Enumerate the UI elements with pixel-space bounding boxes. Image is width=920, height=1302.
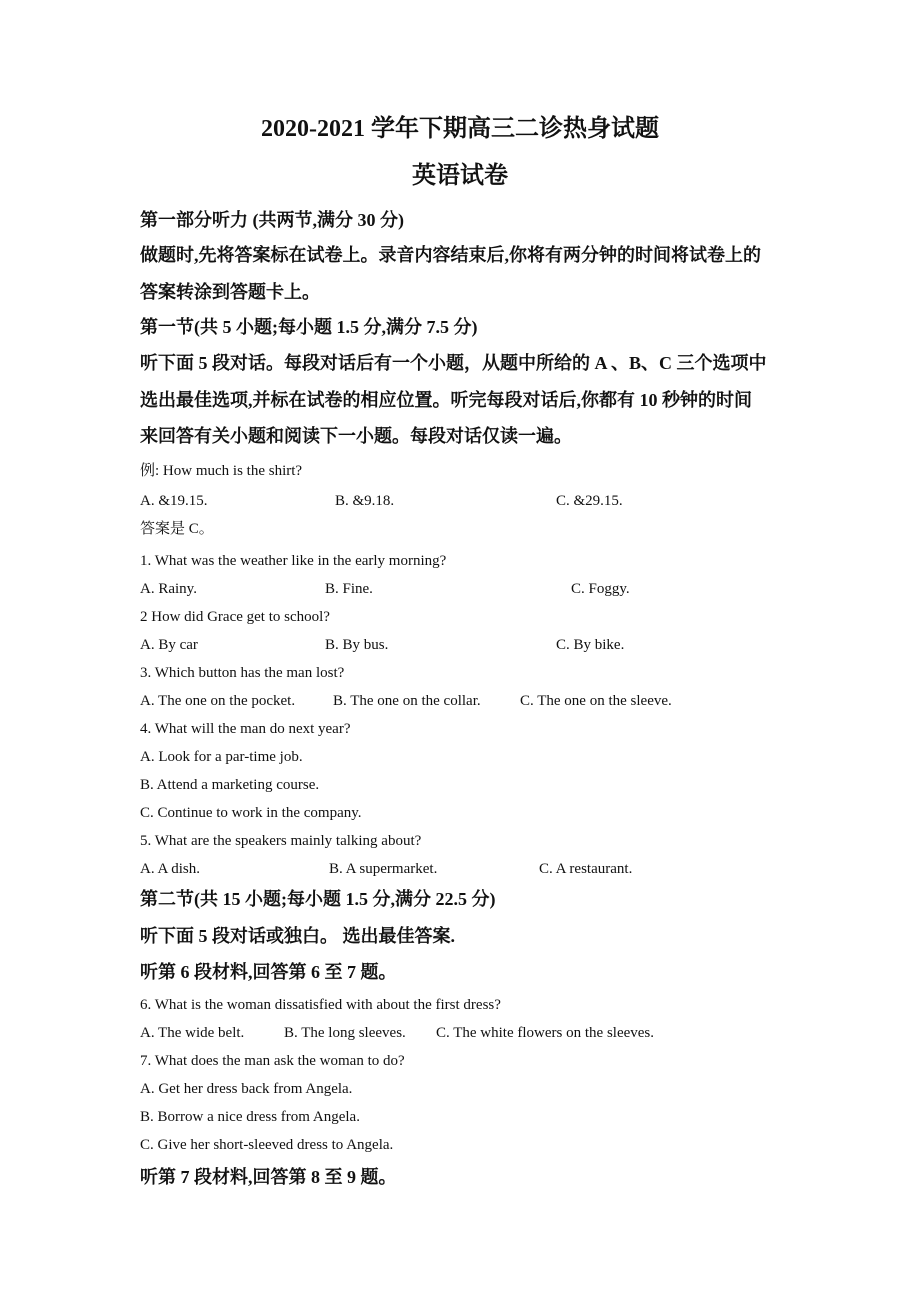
question-7: 7. What does the man ask the woman to do?	[140, 1053, 405, 1069]
question-1: 1. What was the weather like in the early morning?	[140, 553, 447, 569]
section1-instruction-line-2: 选出最佳选项,并标在试卷的相应位置。听完每段对话后,你都有 10 秒钟的时间	[140, 390, 752, 410]
section1-heading: 第一节(共 5 小题;每小题 1.5 分,满分 7.5 分)	[140, 317, 478, 337]
question-4: 4. What will the man do next year?	[140, 721, 351, 737]
section2-instruction: 听下面 5 段对话或独白。 选出最佳答案.	[140, 926, 455, 946]
page-subtitle: 英语试卷	[412, 163, 508, 189]
q2-option-a: A. By car	[140, 637, 198, 653]
example-question: 例: How much is the shirt?	[140, 463, 303, 479]
question-3: 3. Which button has the man lost?	[140, 665, 345, 681]
question-2: 2 How did Grace get to school?	[140, 609, 330, 625]
example-answer: 答案是 C。	[140, 521, 214, 537]
example-option-c: C. &29.15.	[556, 493, 623, 509]
section2-heading: 第二节(共 15 小题;每小题 1.5 分,满分 22.5 分)	[140, 889, 496, 909]
q5-option-b: B. A supermarket.	[329, 861, 438, 877]
q6-option-a: A. The wide belt.	[140, 1025, 245, 1041]
q2-option-b: B. By bus.	[325, 637, 389, 653]
q4-option-a: A. Look for a par-time job.	[140, 749, 303, 765]
q3-option-b: B. The one on the collar.	[333, 693, 481, 709]
q7-option-c: C. Give her short-sleeved dress to Angela.	[140, 1137, 394, 1153]
q1-option-a: A. Rainy.	[140, 581, 197, 597]
q1-option-c: C. Foggy.	[571, 581, 630, 597]
q6-option-c: C. The white flowers on the sleeves.	[436, 1025, 655, 1041]
q7-option-b: B. Borrow a nice dress from Angela.	[140, 1109, 360, 1125]
q4-option-c: C. Continue to work in the company.	[140, 805, 362, 821]
part1-heading: 第一部分听力 (共两节,满分 30 分)	[140, 210, 404, 230]
material-7-heading: 听第 7 段材料,回答第 8 至 9 题。	[140, 1167, 397, 1187]
q1-option-b: B. Fine.	[325, 581, 373, 597]
q4-option-b: B. Attend a marketing course.	[140, 777, 320, 793]
q5-option-a: A. A dish.	[140, 861, 201, 877]
q6-option-b: B. The long sleeves.	[284, 1025, 406, 1041]
q5-option-c: C. A restaurant.	[539, 861, 633, 877]
question-6: 6. What is the woman dissatisfied with about the first dress?	[140, 997, 501, 1013]
q3-option-a: A. The one on the pocket.	[140, 693, 296, 709]
q3-option-c: C. The one on the sleeve.	[520, 693, 672, 709]
part1-instruction-line-2: 答案转涂到答题卡上。	[140, 282, 320, 302]
material-6-heading: 听第 6 段材料,回答第 6 至 7 题。	[140, 962, 397, 982]
question-5: 5. What are the speakers mainly talking about?	[140, 833, 422, 849]
section1-instruction-line-3: 来回答有关小题和阅读下一小题。每段对话仅读一遍。	[140, 426, 572, 446]
section1-instruction-line-1: 听下面 5 段对话。每段对话后有一个小题，从题中所给的 A 、B、C 三个选项中	[140, 353, 767, 373]
q7-option-a: A. Get her dress back from Angela.	[140, 1081, 353, 1097]
page-title: 2020-2021 学年下期高三二诊热身试题	[261, 116, 659, 142]
example-option-a: A. &19.15.	[140, 493, 208, 509]
q2-option-c: C. By bike.	[556, 637, 625, 653]
example-option-b: B. &9.18.	[335, 493, 395, 509]
part1-instruction-line-1: 做题时,先将答案标在试卷上。录音内容结束后,你将有两分钟的时间将试卷上的	[140, 245, 761, 265]
